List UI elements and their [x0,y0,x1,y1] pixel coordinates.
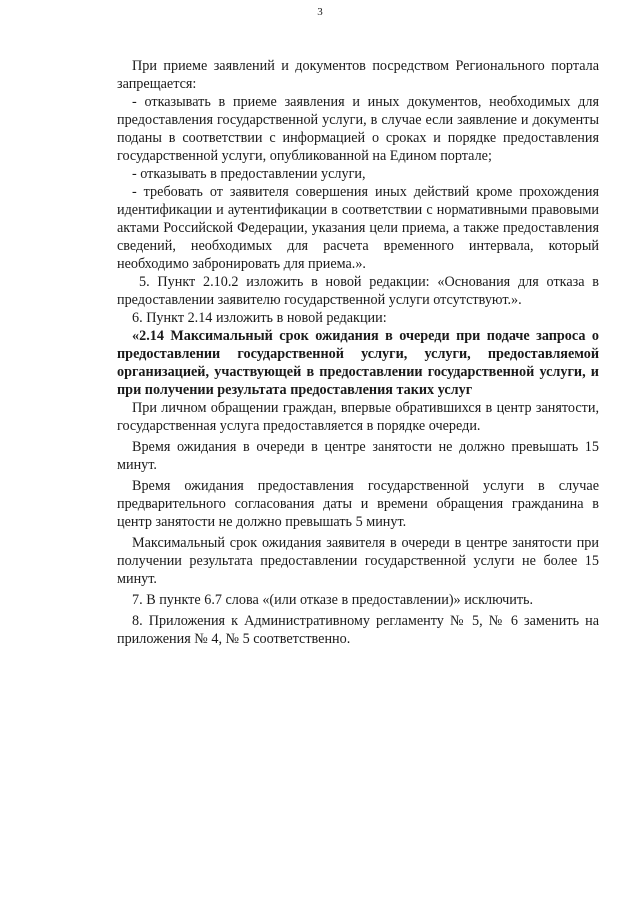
document-body [117,57,599,648]
paragraph-require-actions: - требовать от заявителя совершения иных действий кроме прохождения идентификации и аутентификации в соответствии с нормативными правовыми актами Российской Федерации, указания цели приема, а также предоставления сведений, необходимых для расчета временного интервала, который необходимо забронировать для приема.». [117,184,599,272]
paragraph-regional-portal-intro: При приеме заявлений и документов посредством Регионального портала запрещается: [117,58,599,92]
paragraph-refuse-service: - отказывать в предоставлении услуги, [132,166,366,182]
paragraph-item-6: 6. Пункт 2.14 изложить в новой редакции: [132,310,387,326]
paragraph-heading-2-14: «2.14 Максимальный срок ожидания в очереди при подаче запроса о предоставлении государственной услуги, услуги, предоставляемой организацией, участвующей в предоставлении государственной услуги, и при получении результата предоставления таких услуг [117,328,599,398]
paragraph-waiting-time: Время ожидания в очереди в центре занятости не должно превышать 15 минут. [117,439,599,473]
page-number: 3 [317,6,323,18]
paragraph-pre-agreed-time: Время ожидания предоставления государственной услуги в случае предварительного согласования даты и времени обращения гражданина в центр занятости не должно превышать 5 минут. [117,478,599,530]
paragraph-refuse-acceptance: - отказывать в приеме заявления и иных документов, необходимых для предоставления государственной услуги, в случае если заявление и документы поданы в соответствии с информацией о сроках и порядке предоставления государственной услуги, опубликованной на Едином портале; [117,94,599,164]
paragraph-item-5: 5. Пункт 2.10.2 изложить в новой редакции: «Основания для отказа в предоставлении заявителю государственной услуги отсутствуют.». [117,274,599,308]
paragraph-item-8: 8. Приложения к Административному регламенту № 5, № 6 заменить на приложения № 4, № 5 соответственно. [117,613,599,647]
paragraph-personal-visit: При личном обращении граждан, впервые обратившихся в центр занятости, государственная услуга предоставляется в порядке очереди. [117,400,599,434]
paragraph-item-7: 7. В пункте 6.7 слова «(или отказе в предоставлении)» исключить. [132,592,534,608]
paragraph-max-waiting-result: Максимальный срок ожидания заявителя в очереди в центре занятости при получении результата предоставлении государственной услуги не более 15 минут. [117,535,599,587]
